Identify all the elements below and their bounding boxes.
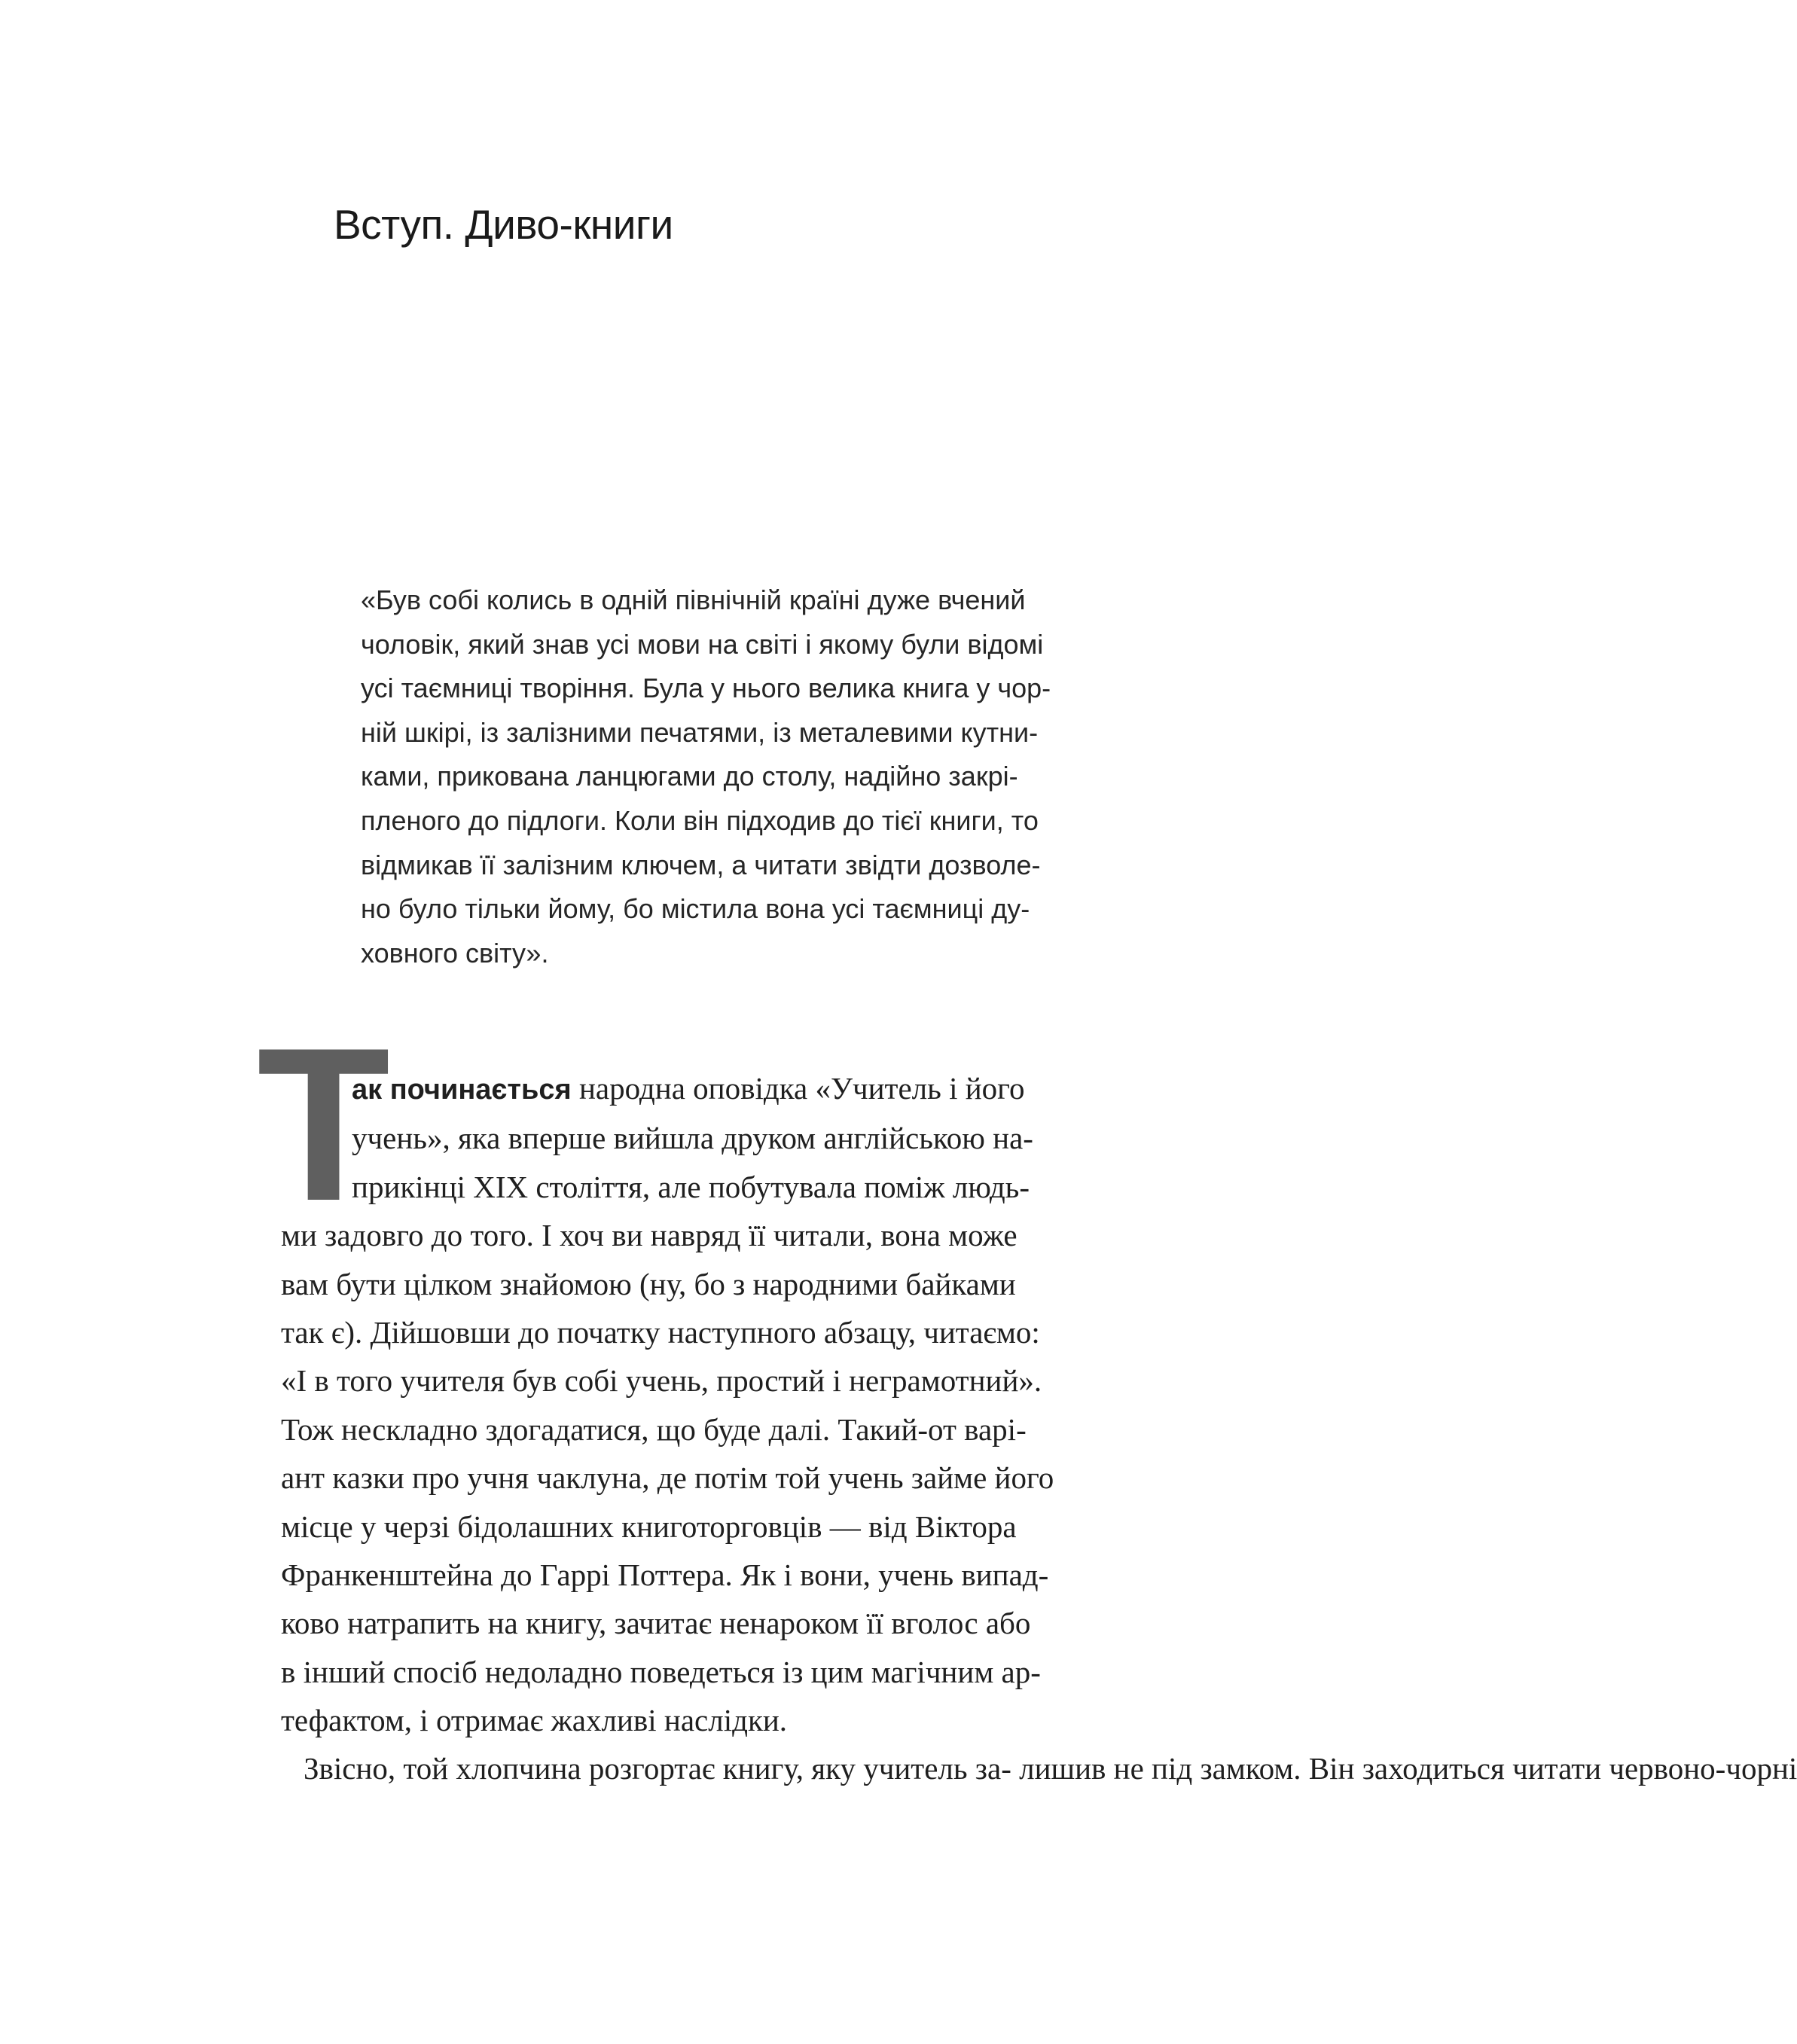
- body-line: лишив не під замком. Він заходиться читати червоно-чорні: [1019, 1751, 1797, 1786]
- epigraph-line: ховного світу».: [361, 937, 549, 969]
- body-line: Тож нескладно здогадатися, що буде далі. Такий-от варі-: [281, 1411, 1027, 1447]
- body-line: в інший спосіб недоладно поведеться із цим магічним ар-: [281, 1654, 1041, 1689]
- epigraph-line: ній шкірі, із залізними печатями, із металевими кутни-: [361, 716, 1039, 748]
- body-line: учень», яка вперше вийшла друком англійською на-: [352, 1121, 1033, 1156]
- epigraph-line: ками, прикована ланцюгами до столу, надійно закрі-: [361, 761, 1018, 792]
- body-line: Франкенштейна до Гаррі Поттера. Як і вони, учень випад-: [281, 1557, 1049, 1593]
- body-line: вам бути цілком знайомою (ну, бо з народними байками: [281, 1266, 1016, 1301]
- body-line: Звісно, той хлопчина розгортає книгу, яку учитель за-: [304, 1751, 1011, 1786]
- body-line: «І в того учителя був собі учень, простий і неграмотний».: [281, 1363, 1042, 1399]
- second-paragraph: [281, 1744, 1797, 1792]
- body-first-line: [281, 1064, 1204, 1114]
- epigraph-line: чоловік, який знав усі мови на світі і якому були відомі: [361, 628, 1044, 660]
- first-line-rest: народна оповідка «Учитель і його: [571, 1071, 1025, 1106]
- epigraph-line: «Був собі колись в одній північній країні дуже вчений: [361, 584, 1026, 615]
- body-line: ково натрапить на книгу, зачитає ненароком її вголос або: [281, 1606, 1031, 1641]
- epigraph-line: усі таємниці творіння. Була у нього велика книга у чор-: [361, 673, 1051, 704]
- epigraph: [361, 578, 1152, 975]
- body-line: тефактом, і отримає жахливі наслідки.: [281, 1703, 788, 1738]
- epigraph-line: відмикав її залізним ключем, а читати звідти дозволе-: [361, 849, 1041, 880]
- body-line: прикінці XIX століття, але побутувала поміж людь-: [352, 1169, 1030, 1204]
- body-line: ант казки про учня чаклуна, де потім той учень займе його: [281, 1460, 1054, 1496]
- drop-cap: Т: [257, 1002, 391, 1246]
- epigraph-line: пленого до підлоги. Коли він підходив до тієї книги, то: [361, 804, 1039, 836]
- epigraph-line: но було тільки йому, бо містила вона усі таємниці ду-: [361, 893, 1030, 925]
- body-line: місце у черзі бідолашних книготорговців — від Віктора: [281, 1509, 1017, 1544]
- body-paragraph: [281, 1064, 1204, 1745]
- lead-words: ак починається: [352, 1074, 572, 1106]
- body-line: так є). Дійшовши до початку наступного абзацу, читаємо:: [281, 1315, 1040, 1350]
- chapter-title: Вступ. Диво-книги: [334, 201, 673, 248]
- body-line: ми задовго до того. І хоч ви навряд її читали, вона може: [281, 1218, 1017, 1253]
